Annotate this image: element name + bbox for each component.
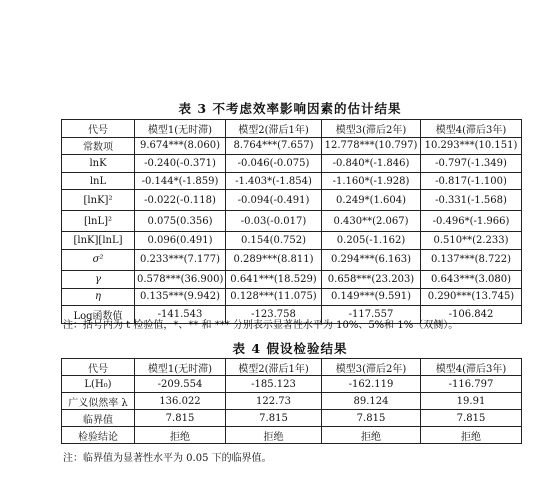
table-row [62, 393, 522, 410]
row-label: 广义似然率 λ [62, 393, 135, 410]
table3-header-cell: 模型4(滞后3年) [421, 120, 522, 138]
table-cell: -117.557 [322, 306, 421, 324]
table-cell: -185.123 [226, 376, 322, 393]
row-label: lnK [62, 155, 135, 173]
table-row [62, 155, 522, 173]
table-cell: 0.289***(8.811) [226, 249, 322, 270]
table-cell: 7.815 [135, 410, 226, 427]
table-cell: 拒绝 [421, 427, 522, 444]
row-label: η [62, 288, 135, 306]
table-cell: -0.144*(-1.859) [135, 172, 226, 190]
table3-header-cell: 模型1(无时滞) [135, 120, 226, 138]
table-cell: -0.496*(-1.966) [421, 211, 522, 232]
row-label: Log函数值 [62, 306, 135, 324]
table-row [62, 249, 522, 270]
table-cell: 拒绝 [226, 427, 322, 444]
table-row [62, 376, 522, 393]
table-cell: 拒绝 [322, 427, 421, 444]
table-cell: -162.119 [322, 376, 421, 393]
table-cell: -0.817(-1.100) [421, 172, 522, 190]
table-cell: 拒绝 [135, 427, 226, 444]
table-cell: 0.135***(9.942) [135, 288, 226, 306]
table3-header-cell: 模型3(滞后2年) [322, 120, 421, 138]
table-cell: 0.430**(2.067) [322, 211, 421, 232]
table-cell: 0.205(-1.162) [322, 232, 421, 250]
table-row [62, 232, 522, 250]
table3-header-row [62, 120, 522, 138]
table4 [61, 358, 522, 444]
table3-header-cell: 代号 [62, 120, 135, 138]
table-cell: 0.290***(13.745) [421, 288, 522, 306]
table-cell: -123.758 [226, 306, 322, 324]
row-label: [lnK]² [62, 190, 135, 211]
row-label: L(H₀) [62, 376, 135, 393]
row-label: [lnK][lnL] [62, 232, 135, 250]
row-label: σ² [62, 249, 135, 270]
table-cell: 0.510**(2.233) [421, 232, 522, 250]
table3-title: 表 3 不考虑效率影响因素的估计结果 [178, 101, 402, 116]
table-cell: 0.249*(1.604) [322, 190, 421, 211]
table3-header-cell: 模型2(滞后1年) [226, 120, 322, 138]
table4-header-cell: 模型1(无时滞) [135, 359, 226, 376]
table-cell: -0.840*(-1.846) [322, 155, 421, 173]
table4-header-cell: 模型4(滞后3年) [421, 359, 522, 376]
table-cell: -0.797(-1.349) [421, 155, 522, 173]
table-cell: 0.658***(23.203) [322, 270, 421, 288]
table-cell: 0.641***(18.529) [226, 270, 322, 288]
table-row [62, 172, 522, 190]
row-label: lnL [62, 172, 135, 190]
table3 [61, 119, 522, 324]
table-row [62, 410, 522, 427]
table-row [62, 270, 522, 288]
table-cell: 89.124 [322, 393, 421, 410]
table-cell: 0.233***(7.177) [135, 249, 226, 270]
table-cell: -0.240(-0.371) [135, 155, 226, 173]
table-cell: -1.403*(-1.854) [226, 172, 322, 190]
table-cell: 0.578***(36.900) [135, 270, 226, 288]
row-label: 检验结论 [62, 427, 135, 444]
table-cell: -106.842 [421, 306, 522, 324]
table-cell: -0.094(-0.491) [226, 190, 322, 211]
row-label: [lnL]² [62, 211, 135, 232]
table-cell: 19.91 [421, 393, 522, 410]
table-cell: 0.643***(3.080) [421, 270, 522, 288]
table-cell: 0.137***(8.722) [421, 249, 522, 270]
table-cell: 0.154(0.752) [226, 232, 322, 250]
table4-header-cell: 模型2(滞后1年) [226, 359, 322, 376]
table4-title: 表 4 假设检验结果 [232, 341, 348, 356]
table-cell: -0.022(-0.118) [135, 190, 226, 211]
table-cell: 10.293***(10.151) [421, 137, 522, 155]
table4-note: 注：临界值为显著性水平为 0.05 下的临界值。 [63, 453, 272, 464]
table-cell: 0.294***(6.163) [322, 249, 421, 270]
row-label: 常数项 [62, 137, 135, 155]
table-row [62, 427, 522, 444]
table-cell: -0.046(-0.075) [226, 155, 322, 173]
table-cell: 9.674***(8.060) [135, 137, 226, 155]
table-cell: 8.764***(7.657) [226, 137, 322, 155]
table-cell: 0.096(0.491) [135, 232, 226, 250]
table-cell: 12.778***(10.797) [322, 137, 421, 155]
table-cell: 7.815 [421, 410, 522, 427]
table-cell: 122.73 [226, 393, 322, 410]
table-row [62, 137, 522, 155]
table-cell: 7.815 [226, 410, 322, 427]
row-label: 临界值 [62, 410, 135, 427]
table-cell: 0.149***(9.591) [322, 288, 421, 306]
table4-header-row [62, 359, 522, 376]
table-cell: -141.543 [135, 306, 226, 324]
table-cell: -209.554 [135, 376, 226, 393]
table-cell: -0.331(-1.568) [421, 190, 522, 211]
table-cell: 7.815 [322, 410, 421, 427]
table-row [62, 288, 522, 306]
table4-header-cell: 代号 [62, 359, 135, 376]
table-row [62, 211, 522, 232]
table-cell: -0.03(-0.017) [226, 211, 322, 232]
table3-note: 注：括号内为 t 检验值，*、** 和 *** 分别表示显著性水平为 10%、5%和 1%（双侧）。 [63, 320, 459, 331]
table-cell: -116.797 [421, 376, 522, 393]
row-label: γ [62, 270, 135, 288]
table-cell: 136.022 [135, 393, 226, 410]
table-cell: -1.160*(-1.928) [322, 172, 421, 190]
table4-header-cell: 模型3(滞后2年) [322, 359, 421, 376]
table-cell: 0.128***(11.075) [226, 288, 322, 306]
table-cell: 0.075(0.356) [135, 211, 226, 232]
table-row [62, 190, 522, 211]
